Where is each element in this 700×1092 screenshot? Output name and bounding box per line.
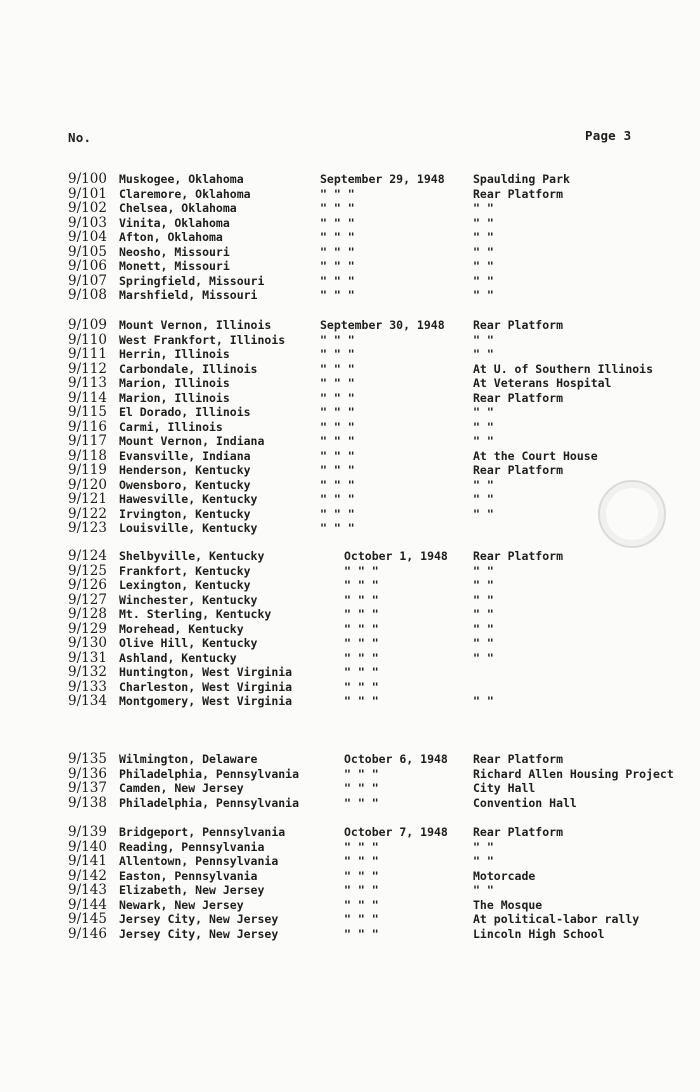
stop-venue: At U. of Southern Illinois <box>473 361 654 376</box>
stop-number: 9/112 <box>68 360 107 377</box>
stop-venue: " " <box>473 347 494 361</box>
stop-place: Winchester, Kentucky <box>119 592 258 607</box>
stop-number: 9/142 <box>68 867 107 884</box>
stop-number: 9/111 <box>68 346 107 362</box>
stop-place: Montgomery, West Virginia <box>119 694 293 708</box>
stop-place: Neosho, Missouri <box>119 244 230 259</box>
table-row <box>0 507 700 522</box>
stop-venue: " " <box>473 434 494 448</box>
stop-date: " " " <box>344 766 379 781</box>
table-row <box>0 405 700 420</box>
stop-date: " " " <box>320 448 355 463</box>
stop-number: 9/132 <box>68 664 107 680</box>
stop-place: Chelsea, Oklahoma <box>119 201 237 215</box>
stop-place: Carmi, Illinois <box>119 419 223 434</box>
table-row <box>0 898 700 913</box>
table-row <box>0 318 700 333</box>
stop-venue: " " <box>473 273 494 288</box>
stop-venue: " " <box>473 563 494 578</box>
stop-place: Bridgeport, Pennsylvania <box>119 825 286 839</box>
stop-date: " " " <box>344 607 379 621</box>
stop-date: " " " <box>320 361 355 376</box>
stop-number: 9/109 <box>68 317 107 333</box>
stop-venue: " " <box>473 621 494 636</box>
stop-place: West Frankfort, Illinois <box>119 332 286 347</box>
stop-date: " " " <box>320 463 355 477</box>
stop-date: " " " <box>320 477 355 492</box>
stop-venue: " " <box>473 592 494 607</box>
table-row <box>0 883 700 898</box>
stop-venue: Rear Platform <box>473 549 564 563</box>
stop-place: El Dorado, Illinois <box>119 405 251 419</box>
table-row <box>0 869 700 884</box>
table-row <box>0 172 700 187</box>
stop-place: Camden, New Jersey <box>119 781 244 795</box>
stop-date: " " " <box>344 592 379 607</box>
table-row <box>0 376 700 391</box>
stop-number: 9/126 <box>68 577 107 593</box>
stop-number: 9/140 <box>68 838 107 855</box>
stop-date: " " " <box>320 273 355 288</box>
stop-date: " " " <box>344 854 379 868</box>
stop-number: 9/120 <box>68 476 107 493</box>
stop-date: " " " <box>344 868 379 883</box>
stop-date: " " " <box>344 621 379 636</box>
stop-venue: " " <box>473 694 494 708</box>
table-row <box>0 607 700 622</box>
stop-venue: Richard Allen Housing Project <box>473 766 674 781</box>
stop-venue: Rear Platform <box>473 752 564 766</box>
stop-number: 9/146 <box>68 925 107 942</box>
table-row <box>0 434 700 449</box>
stop-place: Marion, Illinois <box>119 376 230 390</box>
stop-date: " " " <box>344 883 379 897</box>
stop-place: Allentown, Pennsylvania <box>119 854 279 868</box>
stop-date: " " " <box>320 230 355 244</box>
table-row <box>0 245 700 260</box>
stop-venue: Rear Platform <box>473 463 564 477</box>
stop-group <box>0 549 700 709</box>
stop-number: 9/119 <box>68 462 107 478</box>
stop-place: Charleston, West Virginia <box>119 679 293 694</box>
stop-number: 9/133 <box>68 678 107 695</box>
stop-venue: Rear Platform <box>473 825 564 839</box>
stop-venue: " " <box>473 215 494 230</box>
stop-group <box>0 172 700 303</box>
table-row <box>0 781 700 796</box>
stop-place: Henderson, Kentucky <box>119 463 251 477</box>
table-row <box>0 622 700 637</box>
stop-date: " " " <box>344 578 379 592</box>
stop-date: " " " <box>320 419 355 434</box>
stop-venue: " " <box>473 230 494 244</box>
stop-number: 9/122 <box>68 505 107 522</box>
table-row <box>0 549 700 564</box>
stop-number: 9/107 <box>68 272 107 289</box>
stop-venue: At the Court House <box>473 448 598 463</box>
stop-venue: Convention Hall <box>473 795 577 810</box>
stop-venue: Rear Platform <box>473 186 564 201</box>
stop-venue: " " <box>473 839 494 854</box>
stop-date: September 29, 1948 <box>320 172 445 186</box>
stop-place: Wilmington, Delaware <box>119 752 258 766</box>
stop-venue: " " <box>473 650 494 665</box>
stop-place: Marshfield, Missouri <box>119 288 258 302</box>
stop-number: 9/128 <box>68 606 107 622</box>
stop-place: Jersey City, New Jersey <box>119 912 279 926</box>
table-row <box>0 201 700 216</box>
stop-date: " " " <box>344 636 379 650</box>
stop-number: 9/118 <box>68 447 107 464</box>
stop-date: " " " <box>344 926 379 941</box>
stop-venue: " " <box>473 492 494 506</box>
stop-venue: " " <box>473 607 494 621</box>
stop-place: Mt. Sterling, Kentucky <box>119 607 272 621</box>
stop-number: 9/124 <box>68 548 107 564</box>
stop-date: September 30, 1948 <box>320 318 445 332</box>
stop-date: " " " <box>320 521 355 535</box>
archive-seal-stamp <box>598 480 666 548</box>
stop-number: 9/104 <box>68 229 107 245</box>
stop-venue: " " <box>473 419 494 434</box>
stop-number: 9/144 <box>68 896 107 913</box>
stop-place: Newark, New Jersey <box>119 897 244 912</box>
stop-place: Olive Hill, Kentucky <box>119 636 258 650</box>
table-row <box>0 230 700 245</box>
stop-number: 9/113 <box>68 375 107 391</box>
stop-venue: " " <box>473 201 494 215</box>
stop-number: 9/143 <box>68 882 107 898</box>
stop-place: Huntington, West Virginia <box>119 665 293 679</box>
stop-number: 9/138 <box>68 794 107 811</box>
stop-venue: " " <box>473 883 494 897</box>
stop-venue: City Hall <box>473 781 536 795</box>
stop-number: 9/123 <box>68 520 107 536</box>
stop-place: Lexington, Kentucky <box>119 578 251 592</box>
number-label: No. <box>68 130 92 145</box>
table-row <box>0 347 700 362</box>
stop-place: Marion, Illinois <box>119 390 230 405</box>
stop-number: 9/127 <box>68 591 107 608</box>
stop-place: Ashland, Kentucky <box>119 650 237 665</box>
table-row <box>0 927 700 942</box>
table-row <box>0 391 700 406</box>
stop-number: 9/105 <box>68 243 107 260</box>
stop-number: 9/141 <box>68 853 107 869</box>
stop-place: Philadelphia, Pennsylvania <box>119 795 300 810</box>
table-row <box>0 752 700 767</box>
stop-date: " " " <box>320 244 355 259</box>
stop-number: 9/108 <box>68 287 107 303</box>
stop-place: Mount Vernon, Indiana <box>119 434 265 448</box>
stop-number: 9/121 <box>68 491 107 507</box>
stop-number: 9/115 <box>68 404 107 420</box>
stop-place: Afton, Oklahoma <box>119 230 223 244</box>
table-row <box>0 216 700 231</box>
stop-number: 9/116 <box>68 418 107 435</box>
stop-number: 9/102 <box>68 200 107 216</box>
stop-place: Irvington, Kentucky <box>119 506 251 521</box>
table-row <box>0 767 700 782</box>
stop-place: Mount Vernon, Illinois <box>119 318 272 332</box>
table-row <box>0 492 700 507</box>
stop-place: Herrin, Illinois <box>119 347 230 361</box>
stop-group <box>0 825 700 941</box>
stop-date: " " " <box>320 259 355 273</box>
table-row <box>0 288 700 303</box>
stop-number: 9/131 <box>68 649 107 666</box>
stop-group <box>0 752 700 810</box>
stop-venue: Motorcade <box>473 868 536 883</box>
table-row <box>0 665 700 680</box>
stop-date: " " " <box>344 665 379 679</box>
stop-place: Hawesville, Kentucky <box>119 492 258 506</box>
stop-place: Reading, Pennsylvania <box>119 839 265 854</box>
stop-date: " " " <box>320 215 355 230</box>
stop-venue: Lincoln High School <box>473 926 605 941</box>
stop-number: 9/125 <box>68 562 107 579</box>
table-row <box>0 449 700 464</box>
stop-number: 9/103 <box>68 214 107 231</box>
table-row <box>0 593 700 608</box>
table-row <box>0 796 700 811</box>
stop-date: October 1, 1948 <box>344 549 448 563</box>
stop-date: " " " <box>344 679 379 694</box>
stop-venue: At political-labor rally <box>473 912 640 926</box>
table-row <box>0 694 700 709</box>
stop-venue: Rear Platform <box>473 318 564 332</box>
table-row <box>0 854 700 869</box>
stop-number: 9/101 <box>68 185 107 202</box>
table-row <box>0 578 700 593</box>
stop-venue: " " <box>473 244 494 259</box>
stop-date: " " " <box>320 434 355 448</box>
stop-venue: At Veterans Hospital <box>473 376 612 390</box>
stop-place: Jersey City, New Jersey <box>119 926 279 941</box>
stop-venue: Rear Platform <box>473 390 564 405</box>
stop-place: Shelbyville, Kentucky <box>119 549 265 563</box>
table-row <box>0 636 700 651</box>
stop-place: Evansville, Indiana <box>119 448 251 463</box>
stop-venue: " " <box>473 854 494 868</box>
stop-date: " " " <box>344 781 379 795</box>
page-number: Page 3 <box>585 128 632 143</box>
stop-place: Carbondale, Illinois <box>119 361 258 376</box>
stop-date: " " " <box>320 492 355 506</box>
stop-date: October 7, 1948 <box>344 825 448 839</box>
stop-date: " " " <box>320 186 355 201</box>
stop-number: 9/117 <box>68 433 107 449</box>
table-row <box>0 259 700 274</box>
stop-group <box>0 318 700 536</box>
stop-date: " " " <box>320 288 355 302</box>
table-row <box>0 680 700 695</box>
stop-date: " " " <box>344 795 379 810</box>
stop-date: " " " <box>320 390 355 405</box>
stop-venue: " " <box>473 506 494 521</box>
stop-date: " " " <box>344 694 379 708</box>
stop-date: " " " <box>344 650 379 665</box>
table-row <box>0 825 700 840</box>
table-row <box>0 564 700 579</box>
stop-date: " " " <box>344 912 379 926</box>
stop-venue: " " <box>473 477 494 492</box>
stop-number: 9/139 <box>68 824 107 840</box>
stop-number: 9/130 <box>68 635 107 651</box>
stop-date: " " " <box>320 506 355 521</box>
table-row <box>0 362 700 377</box>
stop-place: Morehead, Kentucky <box>119 621 244 636</box>
stop-place: Springfield, Missouri <box>119 273 265 288</box>
stop-place: Easton, Pennsylvania <box>119 868 258 883</box>
stop-venue: The Mosque <box>473 897 543 912</box>
stop-venue: " " <box>473 405 494 419</box>
table-row <box>0 478 700 493</box>
table-row <box>0 187 700 202</box>
stop-place: Louisville, Kentucky <box>119 521 258 535</box>
stop-date: " " " <box>344 839 379 854</box>
stop-place: Claremore, Oklahoma <box>119 186 251 201</box>
stop-place: Philadelphia, Pennsylvania <box>119 766 300 781</box>
table-row <box>0 420 700 435</box>
stop-number: 9/134 <box>68 693 107 709</box>
stop-number: 9/137 <box>68 780 107 796</box>
table-row <box>0 463 700 478</box>
stop-date: " " " <box>320 201 355 215</box>
stop-number: 9/106 <box>68 258 107 274</box>
table-row <box>0 651 700 666</box>
stop-venue: " " <box>473 332 494 347</box>
table-row <box>0 333 700 348</box>
table-row <box>0 274 700 289</box>
stop-place: Elizabeth, New Jersey <box>119 883 265 897</box>
stop-number: 9/114 <box>68 389 107 406</box>
stop-venue: " " <box>473 259 494 273</box>
stop-venue: Spaulding Park <box>473 172 570 186</box>
stop-venue: " " <box>473 288 494 302</box>
table-row <box>0 840 700 855</box>
stop-place: Vinita, Oklahoma <box>119 215 230 230</box>
stop-number: 9/135 <box>68 751 107 767</box>
stop-date: " " " <box>320 405 355 419</box>
stop-venue: " " <box>473 636 494 650</box>
stop-place: Muskogee, Oklahoma <box>119 172 244 186</box>
stop-number: 9/145 <box>68 911 107 927</box>
stop-date: " " " <box>344 563 379 578</box>
stop-number: 9/110 <box>68 331 107 348</box>
stop-venue: " " <box>473 578 494 592</box>
stop-number: 9/129 <box>68 620 107 637</box>
stop-date: " " " <box>320 347 355 361</box>
stop-date: " " " <box>320 332 355 347</box>
stop-place: Frankfort, Kentucky <box>119 563 251 578</box>
stop-place: Owensboro, Kentucky <box>119 477 251 492</box>
stop-date: " " " <box>320 376 355 390</box>
stop-number: 9/100 <box>68 171 107 187</box>
table-row <box>0 521 700 536</box>
stop-date: October 6, 1948 <box>344 752 448 766</box>
stop-place: Monett, Missouri <box>119 259 230 273</box>
stop-date: " " " <box>344 897 379 912</box>
stop-number: 9/136 <box>68 765 107 782</box>
table-row <box>0 912 700 927</box>
